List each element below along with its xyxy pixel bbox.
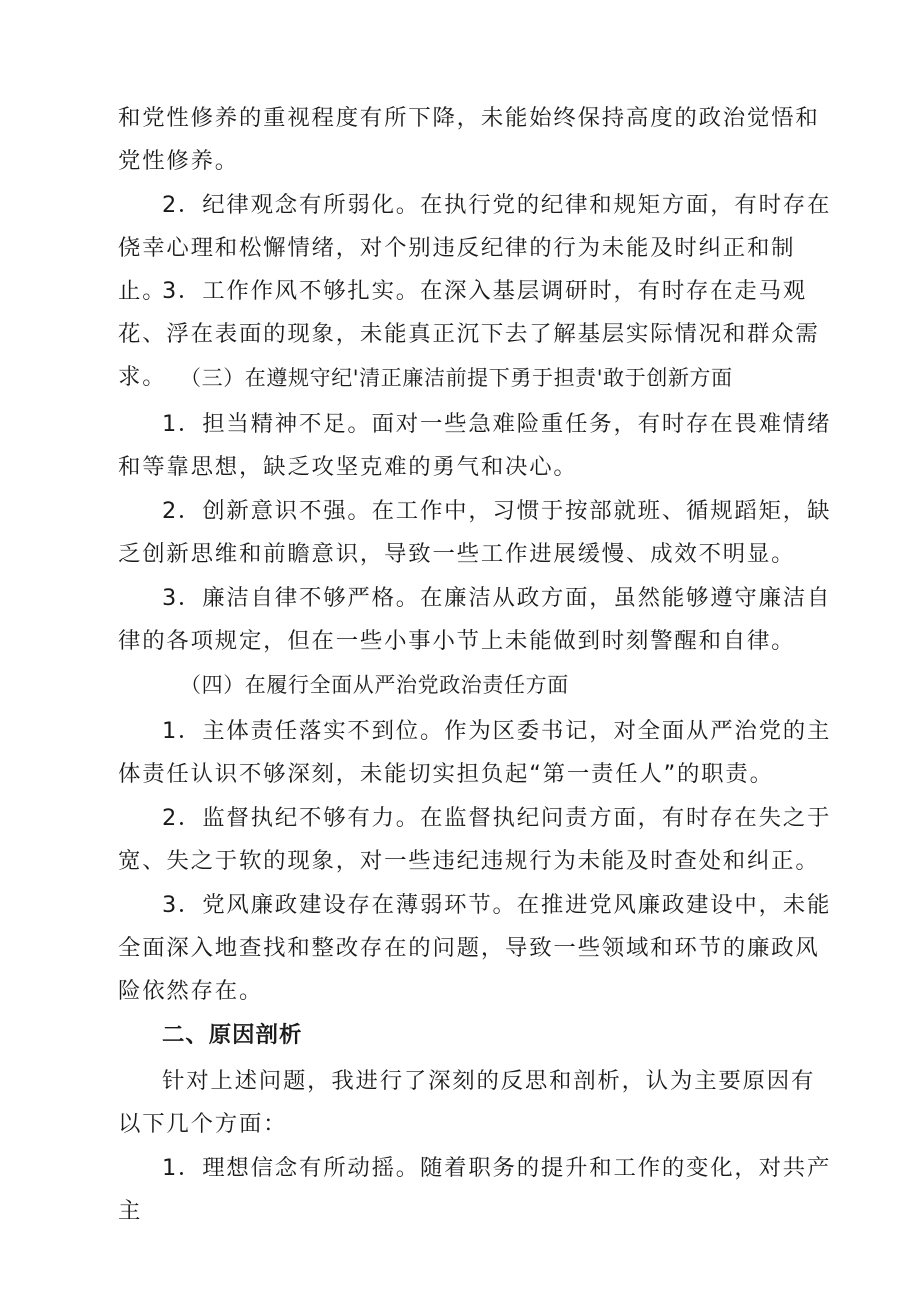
section-heading-4: （四）在履行全面从严治党政治责任方面 <box>180 673 569 697</box>
paragraph-main-responsibility: 1．主体责任落实不到位。作为区委书记，对全面从严治党的主体责任认识不够深刻，未能切实担负起“第一责任人”的职责。 <box>118 718 832 787</box>
paragraph-innovation: 2．创新意识不强。在工作中，习惯于按部就班、循规蹈矩，缺乏创新思维和前瞻意识，导致一些工作进展缓慢、成效不明显。 <box>118 498 832 567</box>
chapter-heading-cause-analysis: 二、原因剖析 <box>162 1022 303 1048</box>
paragraph-ideals-beliefs: 1．理想信念有所动摇。随着职务的提升和工作的变化，对共产主 <box>118 1155 832 1224</box>
paragraph-supervision: 2．监督执纪不够有力。在监督执纪问责方面，有时存在失之于宽、失之于软的现象，对一些违纪违规行为未能及时查处和纠正。 <box>118 805 832 874</box>
paragraph-discipline-weakened: 2．纪律观念有所弱化。在执行党的纪律和规矩方面，有时存在侥幸心理和松懈情绪，对个别违反纪律的行为未能及时纠正和制止。 <box>118 192 832 304</box>
paragraph-responsibility: 1．担当精神不足。面对一些急难险重任务，有时存在畏难情绪和等靠思想，缺乏攻坚克难的勇气和决心。 <box>118 411 832 480</box>
section-heading-3: （三）在遵规守纪'清正廉洁前提下勇于担责'敢于创新方面 <box>180 366 733 390</box>
paragraph-party-cultivation: 和党性修养的重视程度有所下降，未能始终保持高度的政治觉悟和党性修养。 <box>118 105 820 174</box>
paragraph-clean-government: 3．党风廉政建设存在薄弱环节。在推进党风廉政建设中，未能全面深入地查找和整改存在的问题，导致一些领域和环节的廉政风险依然存在。 <box>118 892 832 1004</box>
paragraph-reflection-intro: 针对上述问题，我进行了深刻的反思和剖析，认为主要原因有以下几个方面： <box>118 1068 816 1137</box>
paragraph-integrity: 3．廉洁自律不够严格。在廉洁从政方面，虽然能够遵守廉洁自律的各项规定，但在一些小事小节上未能做到时刻警醒和自律。 <box>118 585 832 654</box>
paragraph-work-style: 3．工作作风不够扎实。在深入基层调研时，有时存在走马观花、浮在表面的现象，未能真正沉下去了解基层实际情况和群众需求。 <box>118 278 820 390</box>
